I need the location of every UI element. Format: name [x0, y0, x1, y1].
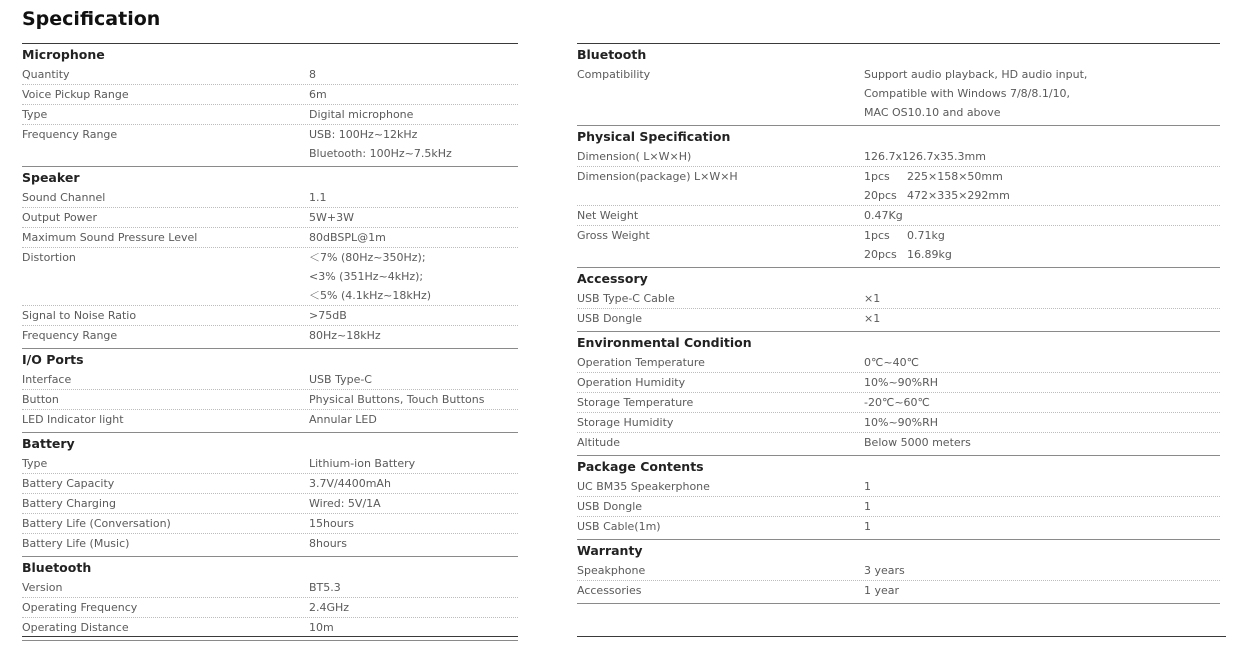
- spec-value-line: 5W+3W: [309, 211, 354, 224]
- spec-label: LED Indicator light: [22, 413, 124, 426]
- spec-value: [309, 248, 431, 305]
- spec-label: Type: [22, 108, 48, 121]
- spec-value: [864, 147, 986, 166]
- spec-value-line: Annular LED: [309, 413, 377, 426]
- bottom-divider-left: [22, 636, 518, 637]
- spec-row: [577, 206, 1220, 226]
- spec-section-speaker: [22, 167, 518, 349]
- spec-value-line: 15hours: [309, 517, 354, 530]
- spec-label: Output Power: [22, 211, 97, 224]
- spec-row: [577, 393, 1220, 413]
- spec-label: Dimension(package) L×W×H: [577, 170, 738, 183]
- package-quantity: 20pcs: [864, 189, 897, 202]
- spec-value-line: 10%~90%RH: [864, 416, 939, 429]
- spec-value-line: Support audio playback, HD audio input,: [864, 68, 1088, 81]
- spec-row: [577, 477, 1220, 497]
- spec-column-left: [22, 43, 518, 641]
- spec-row: [22, 370, 518, 390]
- section-heading: Environmental Condition: [577, 335, 752, 350]
- spec-value: [864, 517, 871, 536]
- spec-value: [309, 514, 354, 533]
- spec-value-line: 1 year: [864, 584, 900, 597]
- spec-value-line: 1: [864, 520, 871, 533]
- spec-value: [864, 561, 905, 580]
- spec-section-physical-specification: [577, 126, 1220, 268]
- spec-value: [864, 581, 899, 600]
- spec-label: Maximum Sound Pressure Level: [22, 231, 198, 244]
- spec-label: Operating Frequency: [22, 601, 138, 614]
- spec-row: [577, 353, 1220, 373]
- spec-value-line: USB Type-C: [309, 373, 372, 386]
- spec-value-line: 80Hz~18kHz: [309, 329, 381, 342]
- spec-value: [864, 393, 930, 412]
- section-heading: Microphone: [22, 47, 105, 62]
- spec-value: [309, 105, 413, 124]
- spec-value: [864, 167, 1010, 205]
- section-heading: Bluetooth: [22, 560, 92, 575]
- spec-label: Battery Capacity: [22, 477, 115, 490]
- spec-value: [309, 578, 341, 597]
- spec-value-line: 1: [864, 480, 871, 493]
- spec-label: Quantity: [22, 68, 70, 81]
- spec-label: Battery Life (Music): [22, 537, 130, 550]
- spec-value: [309, 208, 354, 227]
- spec-label: USB Dongle: [577, 312, 643, 325]
- package-quantity: 20pcs: [864, 248, 897, 261]
- spec-section-microphone: [22, 44, 518, 167]
- spec-value: [864, 289, 880, 308]
- spec-label: Altitude: [577, 436, 620, 449]
- spec-row: [22, 474, 518, 494]
- spec-row: [22, 85, 518, 105]
- spec-value-line: 8hours: [309, 537, 347, 550]
- spec-value-line: Physical Buttons, Touch Buttons: [309, 393, 485, 406]
- package-measurement: 225×158×50mm: [907, 170, 1003, 183]
- spec-value: [309, 306, 347, 325]
- spec-value: [864, 497, 871, 516]
- spec-section-environmental-condition: [577, 332, 1220, 456]
- section-heading: I/O Ports: [22, 352, 84, 367]
- spec-value-line: Compatible with Windows 7/8/8.1/10,: [864, 87, 1071, 100]
- spec-section-battery: [22, 433, 518, 557]
- spec-section-i-o-ports: [22, 349, 518, 433]
- spec-row: [22, 618, 518, 637]
- spec-value: [864, 373, 938, 392]
- spec-row: [22, 578, 518, 598]
- spec-value-line: BT5.3: [309, 581, 341, 594]
- spec-value-line: USB: 100Hz~12kHz: [309, 128, 418, 141]
- spec-section-bluetooth: [22, 557, 518, 641]
- spec-value: [309, 125, 452, 163]
- spec-value-line: Digital microphone: [309, 108, 414, 121]
- spec-row: [577, 581, 1220, 600]
- spec-row: [22, 534, 518, 553]
- spec-row: [22, 514, 518, 534]
- spec-value-line: <3% (351Hz~4kHz);: [309, 270, 424, 283]
- spec-row: [22, 188, 518, 208]
- spec-value-line: 10%~90%RH: [864, 376, 939, 389]
- package-quantity: 1pcs: [864, 170, 890, 183]
- spec-value-line: ＜7% (80Hz~350Hz);: [309, 251, 426, 264]
- spec-value-line: ×1: [864, 292, 881, 305]
- spec-row: [22, 65, 518, 85]
- spec-label: Dimension( L×W×H): [577, 150, 692, 163]
- spec-row: [22, 105, 518, 125]
- spec-label: Operation Humidity: [577, 376, 686, 389]
- spec-value: [864, 309, 880, 328]
- spec-label: Distortion: [22, 251, 76, 264]
- section-heading: Physical Specification: [577, 129, 731, 144]
- spec-value: [864, 477, 871, 496]
- spec-value: [309, 65, 316, 84]
- spec-value: [309, 370, 372, 389]
- spec-label: Operating Distance: [22, 621, 129, 634]
- spec-value-line: Lithium-ion Battery: [309, 457, 416, 470]
- spec-label: Speakphone: [577, 564, 646, 577]
- spec-label: Gross Weight: [577, 229, 650, 242]
- spec-label: USB Type-C Cable: [577, 292, 675, 305]
- spec-value-line: Below 5000 meters: [864, 436, 971, 449]
- section-heading: Warranty: [577, 543, 643, 558]
- spec-value: [309, 474, 391, 493]
- spec-column-right: [577, 43, 1220, 604]
- spec-row: [577, 373, 1220, 393]
- spec-section-package-contents: [577, 456, 1220, 540]
- spec-value: [309, 494, 381, 513]
- spec-value: [864, 413, 938, 432]
- spec-row: [22, 494, 518, 514]
- spec-value: [864, 433, 971, 452]
- spec-section-bluetooth: [577, 44, 1220, 126]
- spec-value-line: 6m: [309, 88, 327, 101]
- spec-row: [577, 167, 1220, 206]
- spec-value: [864, 353, 919, 372]
- spec-label: USB Cable(1m): [577, 520, 661, 533]
- spec-value-line: 2.4GHz: [309, 601, 350, 614]
- spec-value-line: 80dBSPL@1m: [309, 231, 386, 244]
- spec-value-line: Wired: 5V/1A: [309, 497, 381, 510]
- spec-value-line: MAC OS10.10 and above: [864, 106, 1001, 119]
- spec-value: [309, 410, 377, 429]
- spec-value-line: [864, 167, 1010, 186]
- spec-label: Button: [22, 393, 59, 406]
- bottom-divider-right: [577, 636, 1226, 637]
- spec-row: [577, 65, 1220, 122]
- spec-value: [309, 534, 347, 553]
- spec-value-line: [864, 245, 952, 264]
- spec-value: [309, 390, 484, 409]
- spec-row: [577, 147, 1220, 167]
- package-measurement: 16.89kg: [907, 248, 952, 261]
- spec-row: [22, 598, 518, 618]
- spec-row: [22, 125, 518, 163]
- spec-value-line: 8: [309, 68, 316, 81]
- spec-value: [309, 618, 334, 637]
- spec-value-line: >75dB: [309, 309, 347, 322]
- spec-label: Version: [22, 581, 63, 594]
- spec-row: [22, 454, 518, 474]
- spec-value: [309, 188, 327, 207]
- spec-row: [22, 208, 518, 228]
- spec-value-line: 0℃~40℃: [864, 356, 919, 369]
- spec-value-line: ×1: [864, 312, 881, 325]
- spec-label: Operation Temperature: [577, 356, 705, 369]
- spec-value: [309, 228, 386, 247]
- spec-value-line: Bluetooth: 100Hz~7.5kHz: [309, 147, 452, 160]
- spec-row: [22, 390, 518, 410]
- spec-value-line: [864, 226, 952, 245]
- spec-value-line: 1: [864, 500, 871, 513]
- spec-value-line: [864, 186, 1010, 205]
- spec-row: [577, 517, 1220, 536]
- spec-label: Sound Channel: [22, 191, 106, 204]
- spec-value: [309, 85, 327, 104]
- spec-value-line: 1.1: [309, 191, 327, 204]
- spec-label: Accessories: [577, 584, 642, 597]
- spec-value-line: 126.7x126.7x35.3mm: [864, 150, 986, 163]
- package-measurement: 472×335×292mm: [907, 189, 1010, 202]
- spec-value-line: -20℃~60℃: [864, 396, 930, 409]
- spec-value: [309, 598, 349, 617]
- spec-row: [22, 248, 518, 306]
- spec-value-line: 3 years: [864, 564, 905, 577]
- section-heading: Bluetooth: [577, 47, 647, 62]
- spec-value-line: 3.7V/4400mAh: [309, 477, 391, 490]
- spec-row: [22, 228, 518, 248]
- section-heading: Accessory: [577, 271, 648, 286]
- spec-value: [309, 454, 415, 473]
- spec-value-line: 10m: [309, 621, 334, 634]
- spec-label: Interface: [22, 373, 72, 386]
- spec-row: [577, 433, 1220, 452]
- spec-label: Type: [22, 457, 48, 470]
- spec-label: USB Dongle: [577, 500, 643, 513]
- spec-value: [864, 226, 952, 264]
- spec-label: Net Weight: [577, 209, 639, 222]
- section-heading: Speaker: [22, 170, 80, 185]
- spec-row: [577, 309, 1220, 328]
- spec-value-line: ＜5% (4.1kHz~18kHz): [309, 289, 432, 302]
- spec-label: Storage Humidity: [577, 416, 674, 429]
- spec-row: [577, 561, 1220, 581]
- spec-label: Battery Life (Conversation): [22, 517, 171, 530]
- spec-row: [22, 326, 518, 345]
- spec-label: Signal to Noise Ratio: [22, 309, 137, 322]
- spec-value: [864, 206, 903, 225]
- page-title: Specification: [22, 8, 161, 30]
- package-quantity: 1pcs: [864, 229, 890, 242]
- spec-label: Compatibility: [577, 68, 651, 81]
- spec-label: Frequency Range: [22, 329, 118, 342]
- spec-section-accessory: [577, 268, 1220, 332]
- spec-value: [864, 65, 1087, 122]
- section-heading: Package Contents: [577, 459, 704, 474]
- spec-row: [22, 410, 518, 429]
- spec-row: [577, 226, 1220, 264]
- spec-label: Storage Temperature: [577, 396, 694, 409]
- spec-row: [577, 289, 1220, 309]
- spec-row: [577, 497, 1220, 517]
- spec-section-warranty: [577, 540, 1220, 604]
- spec-label: UC BM35 Speakerphone: [577, 480, 710, 493]
- section-heading: Battery: [22, 436, 75, 451]
- spec-row: [577, 413, 1220, 433]
- spec-label: Voice Pickup Range: [22, 88, 129, 101]
- spec-value-line: 0.47Kg: [864, 209, 903, 222]
- spec-row: [22, 306, 518, 326]
- spec-label: Battery Charging: [22, 497, 116, 510]
- spec-label: Frequency Range: [22, 128, 118, 141]
- spec-value: [309, 326, 381, 345]
- package-measurement: 0.71kg: [907, 229, 945, 242]
